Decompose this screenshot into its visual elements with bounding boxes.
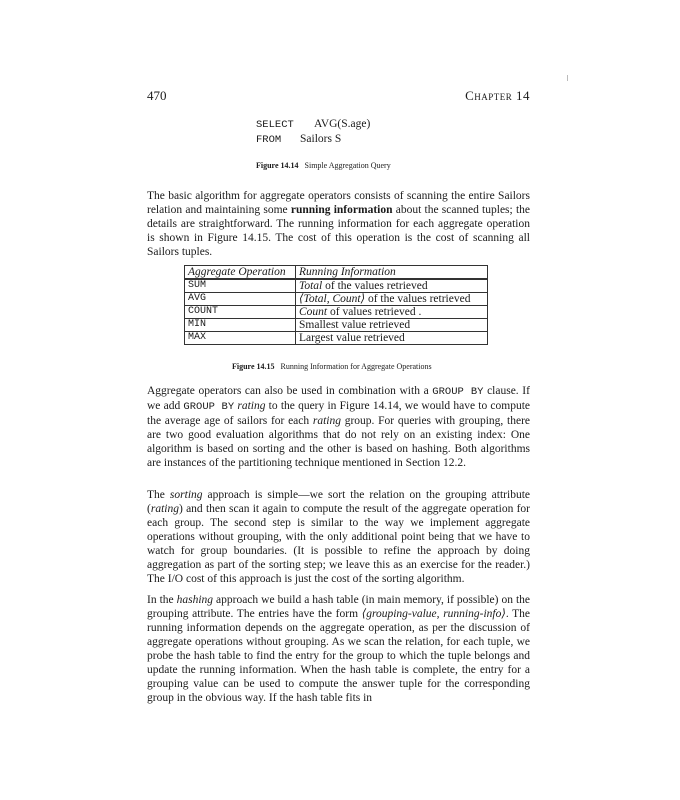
from-keyword: FROM: [256, 134, 282, 146]
text-run: The basic algorithm for aggregate operators consists of scanning the entire Sailors relation and maintaining some: [147, 190, 530, 216]
info-cell: [296, 306, 488, 319]
info-text: of the values retrieved: [322, 280, 428, 292]
text-run: clause. If we add: [147, 385, 530, 412]
bold-term: running information: [290, 204, 393, 216]
table-header-row: [185, 266, 488, 280]
info-text: Largest value retrieved: [299, 332, 405, 344]
table-row: [185, 319, 488, 332]
figure-label: Figure 14.14: [256, 161, 299, 170]
table-row: [185, 332, 488, 345]
italic-term: rating: [312, 415, 341, 427]
paragraph-basic-algorithm: [147, 189, 530, 259]
column-header: Running Information: [296, 266, 488, 280]
column-header: Aggregate Operation: [185, 266, 296, 280]
page-number: 470: [147, 88, 167, 103]
text-run: . The running information depends on the aggregate operation, as per the discussion of aggregate operations without grouping. As we scan the relation, for each tuple, we probe the hash table to find the entry for the group to which the tuple belongs and update the running information. When the hash table is complete, the entry for a grouping value can be used to compute the answer tuple for the corresponding group in the obvious way. If the hash table fits in: [147, 608, 531, 704]
info-text: of values retrieved .: [327, 306, 422, 318]
select-expression: AVG(S.age): [314, 118, 371, 130]
table-row: [185, 279, 488, 293]
figure-14-14-caption: [256, 161, 391, 170]
paragraph-sorting: [147, 488, 530, 586]
info-text: Smallest value retrieved: [299, 319, 411, 331]
operation-cell: AVG: [185, 293, 296, 306]
text-run: about the scanned tuples; the details are straightforward. The running information for each aggregate operation is shown in Figure 14.15. The cost of this operation is the cost of scanning all Sailors tuples.: [147, 204, 530, 258]
info-cell: [296, 279, 488, 293]
operation-cell: MIN: [185, 319, 296, 332]
chapter-title: Chapter 14: [465, 88, 530, 103]
info-cell: [296, 293, 488, 306]
code-term: GROUP BY: [432, 386, 484, 398]
info-text: of the values retrieved: [365, 293, 471, 305]
running-information-table: [184, 265, 488, 345]
text-run: Aggregate operators can also be used in combination with a: [147, 385, 433, 397]
table-row: [185, 293, 488, 306]
italic-term: hashing: [176, 594, 214, 606]
figure-14-15-caption: [232, 362, 432, 371]
operation-cell: SUM: [185, 279, 296, 293]
paragraph-group-by: [147, 384, 530, 470]
info-italic: Count: [299, 306, 328, 318]
figure-label: Figure 14.15: [232, 362, 275, 371]
italic-term: rating: [150, 503, 179, 515]
text-run: The: [147, 489, 170, 501]
code-term: GROUP BY: [183, 401, 235, 413]
figure-caption-text: Simple Aggregation Query: [304, 161, 391, 170]
scan-mark: [567, 75, 568, 81]
paragraph-hashing: [147, 593, 530, 705]
text-run: group. For queries with grouping, there are two good evaluation algorithms that do not rely on an existing index: One algorithm is based on sorting and the other is based on hashing. Both algorithms are instances of the partitioning technique mentioned in Section 12.2.: [147, 415, 530, 469]
from-expression: Sailors S: [300, 133, 342, 145]
info-italic: ⟨Total, Count⟩: [299, 293, 366, 305]
figure-caption-text: Running Information for Aggregate Operations: [280, 362, 432, 371]
text-run: ) and then scan it again to compute the result of the aggregate operation for each group. The second step is similar to the way we implement aggregate operations without grouping, with the only additional point being that we have to watch for group boundaries. (It is possible to refine the approach by doing aggregation as part of the sorting step; we leave this as an exercise for the reader.) The I/O cost of this approach is just the cost of the sorting algorithm.: [147, 503, 530, 585]
italic-term: rating: [237, 400, 266, 412]
italic-term: ⟨grouping-value, running-info⟩: [361, 608, 506, 620]
info-cell: [296, 319, 488, 332]
operation-cell: MAX: [185, 332, 296, 345]
text-run: In the: [147, 594, 177, 606]
italic-term: sorting: [169, 489, 203, 501]
info-italic: Total: [299, 280, 323, 292]
text-run: approach is simple—we sort the relation on the grouping attribute (: [147, 489, 531, 515]
text-run: approach we build a hash table (in main memory, if possible) on the grouping attribute. The entries have the form: [147, 594, 530, 620]
select-keyword: SELECT: [256, 119, 294, 131]
info-cell: [296, 332, 488, 345]
text-run: to the query in Figure 14.14, we would have to compute the average age of sailors for each: [147, 400, 530, 427]
operation-cell: COUNT: [185, 306, 296, 319]
sql-query: [256, 117, 370, 147]
table-row: [185, 306, 488, 319]
